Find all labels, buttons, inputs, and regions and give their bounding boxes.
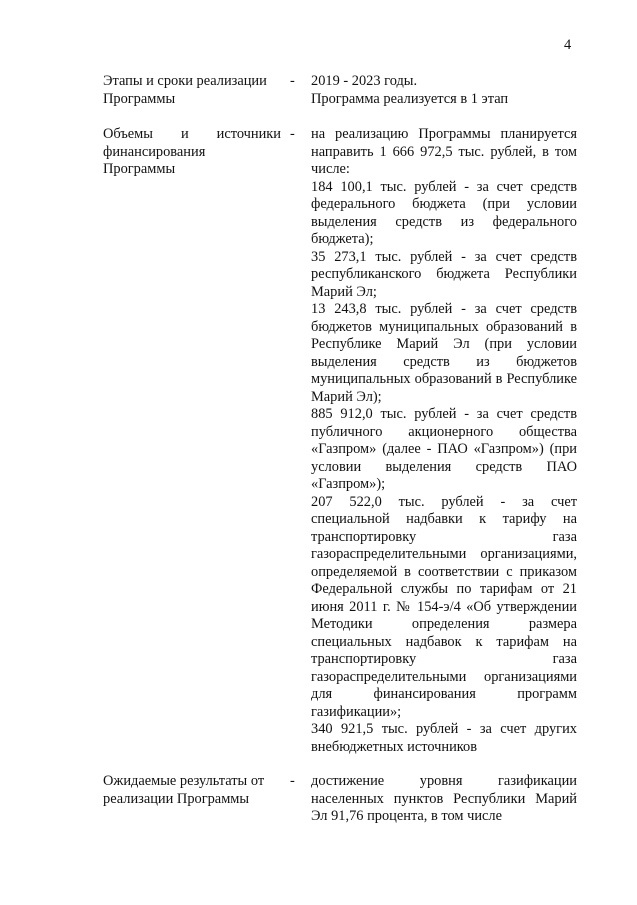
funding-intro: на реализацию Программы планируется направить 1 666 972,5 тыс. рублей, в том числе: — [311, 126, 577, 177]
label-line: реализации Программы — [103, 790, 250, 807]
dash-separator: - — [290, 773, 295, 789]
funding-republic: 35 273,1 тыс. рублей - за счет средств республиканского бюджета Республики Марий Эл; — [311, 248, 577, 300]
row-value — [311, 126, 577, 756]
value-line: Программа реализуется в 1 этап — [311, 90, 509, 107]
funding-surcharge: 207 522,0 тыс. рублей - за счет специальной надбавки к тарифу на транспортировку газа газораспределительными организациями, определяемой в соответствии с приказом Федеральной службы по тарифам от 21 июня 2011 г. № 154-э/4 «Об утверждении Методики определения размера специальных надбавок к тарифам на транспортировку газа газораспределительными организациями для финансирования программ газификации»; — [311, 493, 577, 720]
row-label — [103, 773, 293, 808]
dash-separator: - — [290, 73, 295, 89]
row-label — [103, 73, 293, 108]
value-line: 2019 - 2023 годы. — [311, 73, 418, 89]
results-text: достижение уровня газификации населенных пунктов Республики Марий Эл 91,76 процента, в том числе — [311, 773, 577, 824]
label-line: финансирования — [103, 143, 206, 160]
label-line: Программы — [103, 161, 176, 177]
funding-federal: 184 100,1 тыс. рублей - за счет средств федерального бюджета (при условии выделения средств из федерального бюджета); — [311, 178, 577, 247]
page-number: 4 — [564, 37, 572, 53]
row-value — [311, 773, 577, 826]
label-word: и — [180, 126, 189, 142]
label-word: источники — [216, 126, 281, 142]
dash-separator: - — [290, 126, 295, 142]
funding-gazprom: 885 912,0 тыс. рублей - за счет средств публичного акционерного общества «Газпром» (далее - ПАО «Газпром») (при условии выделения средств ПАО «Газпром»); — [311, 406, 577, 492]
label-word: Объемы — [103, 126, 153, 142]
row-label — [103, 126, 281, 179]
row-value — [311, 73, 577, 108]
label-line: Этапы и сроки реализации — [103, 73, 267, 89]
label-line — [103, 126, 281, 144]
funding-municipal: 13 243,8 тыс. рублей - за счет средств бюджетов муниципальных образований в Республике Марий Эл (при условии выделения средств из бюджетов муниципальных образований в Республике Марий Эл); — [311, 301, 577, 405]
label-line: Программы — [103, 90, 176, 107]
funding-extra: 340 921,5 тыс. рублей - за счет других внебюджетных источников — [311, 721, 577, 755]
label-line: Ожидаемые результаты от — [103, 773, 265, 789]
